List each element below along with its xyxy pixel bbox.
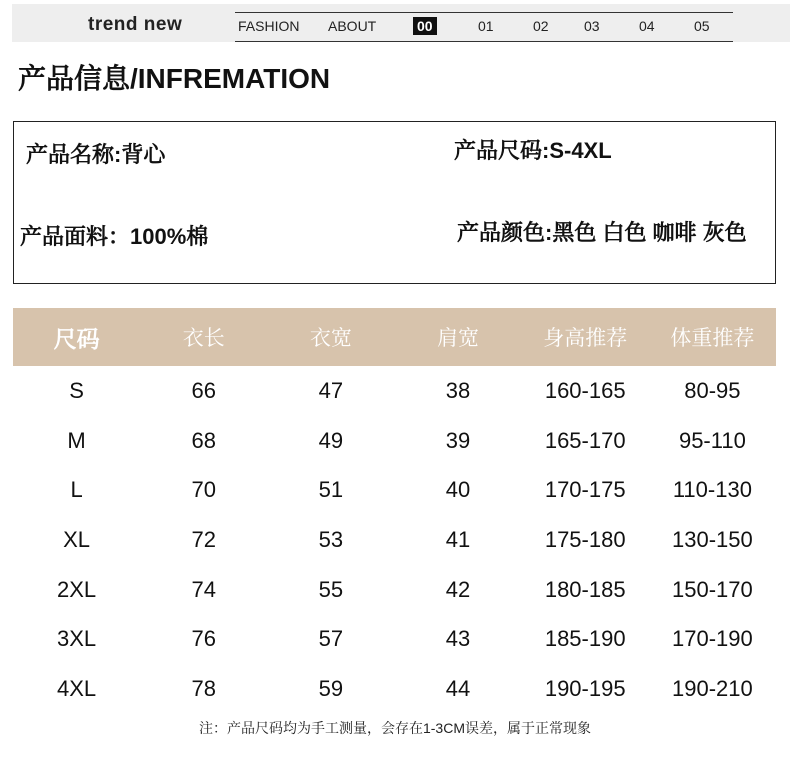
cell-width: 51 [318, 477, 344, 503]
cell-weight: 95-110 [678, 427, 746, 453]
nav-item-03[interactable]: 03 [584, 18, 600, 34]
cell-height: 165-170 [544, 427, 626, 453]
cell-width: 47 [318, 377, 344, 403]
cell-length: 72 [191, 526, 216, 552]
product-color: 产品颜色:黑色 白色 咖啡 灰色 [457, 220, 747, 245]
table-row [13, 366, 776, 416]
cell-length: 70 [191, 477, 216, 503]
nav-item-fashion[interactable]: FASHION [238, 18, 300, 34]
cell-width: 59 [318, 675, 344, 701]
nav-item-02[interactable]: 02 [533, 18, 549, 34]
cell-length: 76 [191, 626, 216, 652]
cell-height: 180-185 [544, 576, 626, 602]
cell-weight: 130-150 [672, 526, 753, 552]
section-title: 产品信息/INFREMATION [18, 63, 331, 94]
table-row [13, 416, 776, 466]
cell-length: 74 [191, 576, 216, 602]
cell-height: 190-195 [544, 675, 626, 701]
brand-text-rest: new [138, 14, 183, 35]
cell-size: 4XL [57, 675, 97, 701]
header-size: 尺码 [13, 308, 140, 366]
cell-weight: 110-130 [672, 477, 752, 503]
cell-shoulder: 41 [445, 526, 471, 552]
table-row [13, 614, 776, 664]
product-size: 产品尺码:S-4XL [454, 138, 612, 163]
size-table [13, 308, 776, 714]
cell-length: 66 [191, 377, 216, 403]
cell-length: 78 [191, 675, 216, 701]
top-bar [12, 4, 790, 42]
cell-shoulder: 40 [445, 477, 471, 503]
cell-height: 175-180 [544, 526, 626, 552]
nav-item-01[interactable]: 01 [478, 18, 494, 34]
product-name: 产品名称:背心 [26, 142, 166, 167]
table-row [13, 664, 776, 714]
cell-shoulder: 44 [445, 675, 471, 701]
header-shoulder: 肩宽 [394, 308, 521, 366]
brand-logo [88, 14, 182, 36]
header-weight: 体重推荐 [649, 308, 776, 366]
cell-weight: 190-210 [672, 675, 753, 701]
cell-size: XL [63, 526, 91, 552]
cell-size: 3XL [57, 626, 97, 652]
cell-size: M [67, 427, 86, 453]
header-height: 身高推荐 [522, 308, 649, 366]
cell-size: 2XL [57, 576, 97, 602]
cell-height: 185-190 [544, 626, 626, 652]
table-row [13, 465, 776, 515]
cell-weight: 170-190 [672, 626, 753, 652]
measurement-note: 注：产品尺码均为手工测量，会存在1-3CM误差，属于正常现象 [198, 720, 591, 736]
top-nav [235, 12, 733, 42]
header-length: 衣长 [140, 308, 267, 366]
cell-length: 68 [191, 427, 216, 453]
nav-item-04[interactable]: 04 [639, 18, 655, 34]
nav-item-about[interactable]: ABOUT [328, 18, 377, 34]
cell-shoulder: 42 [445, 576, 471, 602]
brand-text: trend [88, 14, 138, 35]
cell-width: 49 [318, 427, 344, 453]
nav-item-05[interactable]: 05 [694, 18, 710, 34]
cell-size: L [70, 477, 83, 503]
cell-weight: 80-95 [684, 377, 741, 403]
product-fabric: 产品面料：100%棉 [20, 224, 209, 249]
table-row [13, 565, 776, 615]
product-info-box [13, 121, 776, 284]
nav-item-00[interactable]: 00 [413, 17, 437, 35]
cell-shoulder: 39 [445, 427, 471, 453]
cell-height: 170-175 [544, 477, 626, 503]
cell-weight: 150-170 [672, 576, 753, 602]
cell-shoulder: 38 [445, 377, 471, 403]
cell-width: 57 [318, 626, 344, 652]
cell-width: 53 [318, 526, 344, 552]
header-width: 衣宽 [267, 308, 394, 366]
cell-size: S [69, 377, 84, 403]
cell-shoulder: 43 [445, 626, 471, 652]
table-row [13, 515, 776, 565]
table-header-row [13, 308, 776, 366]
cell-height: 160-165 [544, 377, 626, 403]
cell-width: 55 [318, 576, 344, 602]
